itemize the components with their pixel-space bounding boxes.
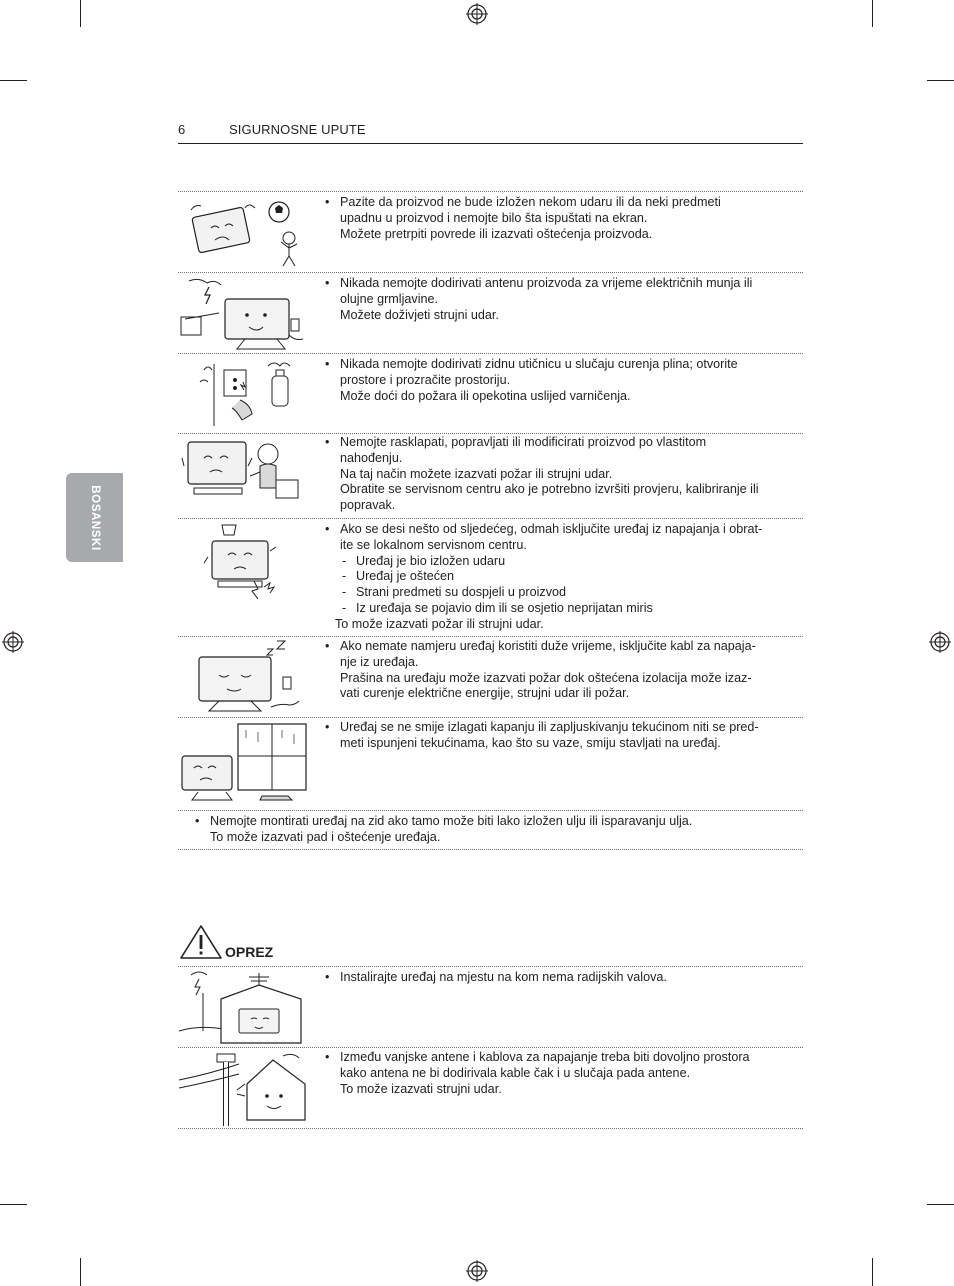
sub-item	[340, 569, 790, 585]
crop-mark	[80, 0, 81, 27]
warning-line: upadnu u proizvod i nemojte bilo šta ispuštati na ekran.	[340, 210, 648, 225]
caution-title: OPREZ	[225, 944, 274, 960]
warning-item	[178, 637, 803, 717]
warning-line: nahođenju.	[340, 450, 403, 465]
bullet: •	[325, 639, 330, 653]
repair-tv-illustration-icon	[178, 436, 310, 512]
section-title: SIGURNOSNE UPUTE	[229, 122, 366, 137]
crop-mark	[927, 80, 954, 81]
divider	[178, 1128, 803, 1129]
dash: -	[342, 600, 347, 615]
language-tab	[66, 473, 123, 562]
sub-item-text: Iz uređaja se pojavio dim ili se osjetio neprijatan miris	[356, 600, 653, 615]
warning-line: Nikada nemojte dodirivati antenu proizvoda za vrijeme električnih munja ili	[340, 276, 753, 290]
caution-line: Instalirajte uređaj na mjestu na kom nema radijskih valova.	[340, 970, 667, 984]
crop-mark	[0, 1204, 27, 1205]
caution-line: To može izazvati strujni udar.	[340, 1081, 502, 1096]
warning-text	[325, 435, 790, 514]
warning-line: To može izazvati požar ili strujni udar.	[335, 616, 544, 631]
caution-text	[325, 1050, 790, 1097]
registration-mark-icon	[929, 631, 951, 653]
caution-line: kako antena ne bi dodirivala kable čak i u slučaja pada antene.	[340, 1065, 691, 1080]
dash: -	[342, 585, 347, 600]
warning-line: To može izazvati pad i oštećenje uređaja.	[210, 829, 441, 844]
crop-mark	[927, 1204, 954, 1205]
warning-text	[325, 720, 790, 752]
page-number: 6	[178, 122, 186, 137]
crop-mark	[872, 0, 873, 27]
warning-text	[325, 639, 790, 702]
sub-item	[340, 585, 790, 601]
warning-item	[178, 192, 803, 272]
warning-item	[178, 434, 803, 518]
warning-text	[195, 814, 790, 846]
sub-item	[340, 601, 790, 617]
bullet: •	[325, 970, 330, 984]
crop-mark	[0, 80, 27, 81]
bullet: •	[325, 357, 330, 371]
warning-text	[325, 522, 790, 633]
warning-item	[178, 718, 803, 810]
warning-text	[325, 276, 790, 323]
warning-line: vati curenje električne energije, strujni udar ili požar.	[340, 686, 630, 701]
warning-line: Ako nemate namjeru uređaj koristiti duže vrijeme, isključite kabl za napaja-	[340, 639, 756, 653]
header-rule	[178, 143, 803, 144]
sleeping-tv-illustration-icon	[178, 639, 310, 715]
tv-impact-illustration-icon	[178, 198, 310, 268]
warning-line: prostore i prozračite prostoriju.	[340, 372, 511, 387]
warning-line: olujne grmljavine.	[340, 291, 439, 306]
registration-mark-icon	[466, 3, 488, 25]
sub-item	[340, 554, 790, 570]
bullet: •	[195, 814, 200, 828]
warning-line: Na taj način možete izazvati požar ili strujni udar.	[340, 466, 613, 481]
warning-line: Može doći do požara ili opekotina uslijed varničenja.	[340, 388, 631, 403]
bullet: •	[325, 435, 330, 449]
warning-line: Nemojte montirati uređaj na zid ako tamo može biti lako izložen ulju ili isparavanju ulja.	[210, 814, 693, 828]
caution-text	[325, 970, 790, 986]
warning-item	[178, 811, 803, 849]
warning-item	[178, 273, 803, 353]
warning-triangle-icon	[179, 924, 223, 960]
warning-line: Ako se desi nešto od sljedećeg, odmah isključite uređaj iz napajanja i obrat-	[340, 522, 763, 536]
lightning-antenna-illustration-icon	[178, 277, 310, 351]
warning-line: popravak.	[340, 498, 396, 513]
divider	[178, 849, 803, 850]
warning-line: Uređaj se ne smije izlagati kapanju ili zapljuskivanju tekućinom niti se pred-	[340, 720, 759, 734]
rain-window-illustration-icon	[178, 720, 310, 808]
crop-mark	[80, 1258, 81, 1286]
caution-line: Između vanjske antene i kablova za napajanje treba biti dovoljno prostora	[340, 1050, 750, 1064]
antenna-house-illustration-icon	[178, 1050, 310, 1128]
warning-line: Možete pretrpiti povrede ili izazvati oštećenja proizvoda.	[340, 226, 653, 241]
caution-item	[178, 1048, 803, 1128]
warning-line: Prašina na uređaju može izazvati požar dok oštećena izolacija može izaz-	[340, 670, 752, 685]
warning-line: Možete doživjeti strujni udar.	[340, 307, 499, 322]
caution-item	[178, 967, 803, 1047]
warning-text	[325, 357, 790, 404]
warning-line: ite se lokalnom servisnom centru.	[340, 537, 527, 552]
house-radio-waves-illustration-icon	[178, 969, 310, 1047]
registration-mark-icon	[466, 1260, 488, 1282]
warning-item	[178, 519, 803, 636]
bullet: •	[325, 195, 330, 209]
registration-mark-icon	[2, 631, 24, 653]
warning-text	[325, 195, 790, 242]
bullet: •	[325, 1050, 330, 1064]
warning-line: Obratite se servisnom centru ako je potrebno izvršiti provjeru, kalibriranje ili	[340, 482, 759, 497]
damaged-tv-illustration-icon	[178, 521, 310, 601]
sub-item-text: Strani predmeti su dospjeli u proizvod	[356, 585, 567, 600]
sub-item-text: Uređaj je oštećen	[356, 569, 455, 584]
dash: -	[342, 569, 347, 584]
bullet: •	[325, 720, 330, 734]
warning-item	[178, 354, 803, 433]
crop-mark	[872, 1258, 873, 1286]
warning-line: meti ispunjeni tekućinama, kao što su vaze, smiju stavljati na uređaj.	[340, 735, 721, 750]
dash: -	[342, 553, 347, 568]
language-tab-label: BOSANSKI	[88, 484, 101, 551]
bullet: •	[325, 276, 330, 290]
warning-line: Nemojte rasklapati, popravljati ili modificirati proizvod po vlastitom	[340, 435, 707, 449]
warning-line: Nikada nemojte dodirivati zidnu utičnicu u slučaju curenja plina; otvorite	[340, 357, 738, 371]
gas-leak-outlet-illustration-icon	[178, 356, 310, 432]
sub-item-text: Uređaj je bio izložen udaru	[356, 553, 506, 568]
warning-line: Pazite da proizvod ne bude izložen nekom udaru ili da neki predmeti	[340, 195, 721, 209]
bullet: •	[325, 522, 330, 536]
warning-line: nje iz uređaja.	[340, 654, 419, 669]
